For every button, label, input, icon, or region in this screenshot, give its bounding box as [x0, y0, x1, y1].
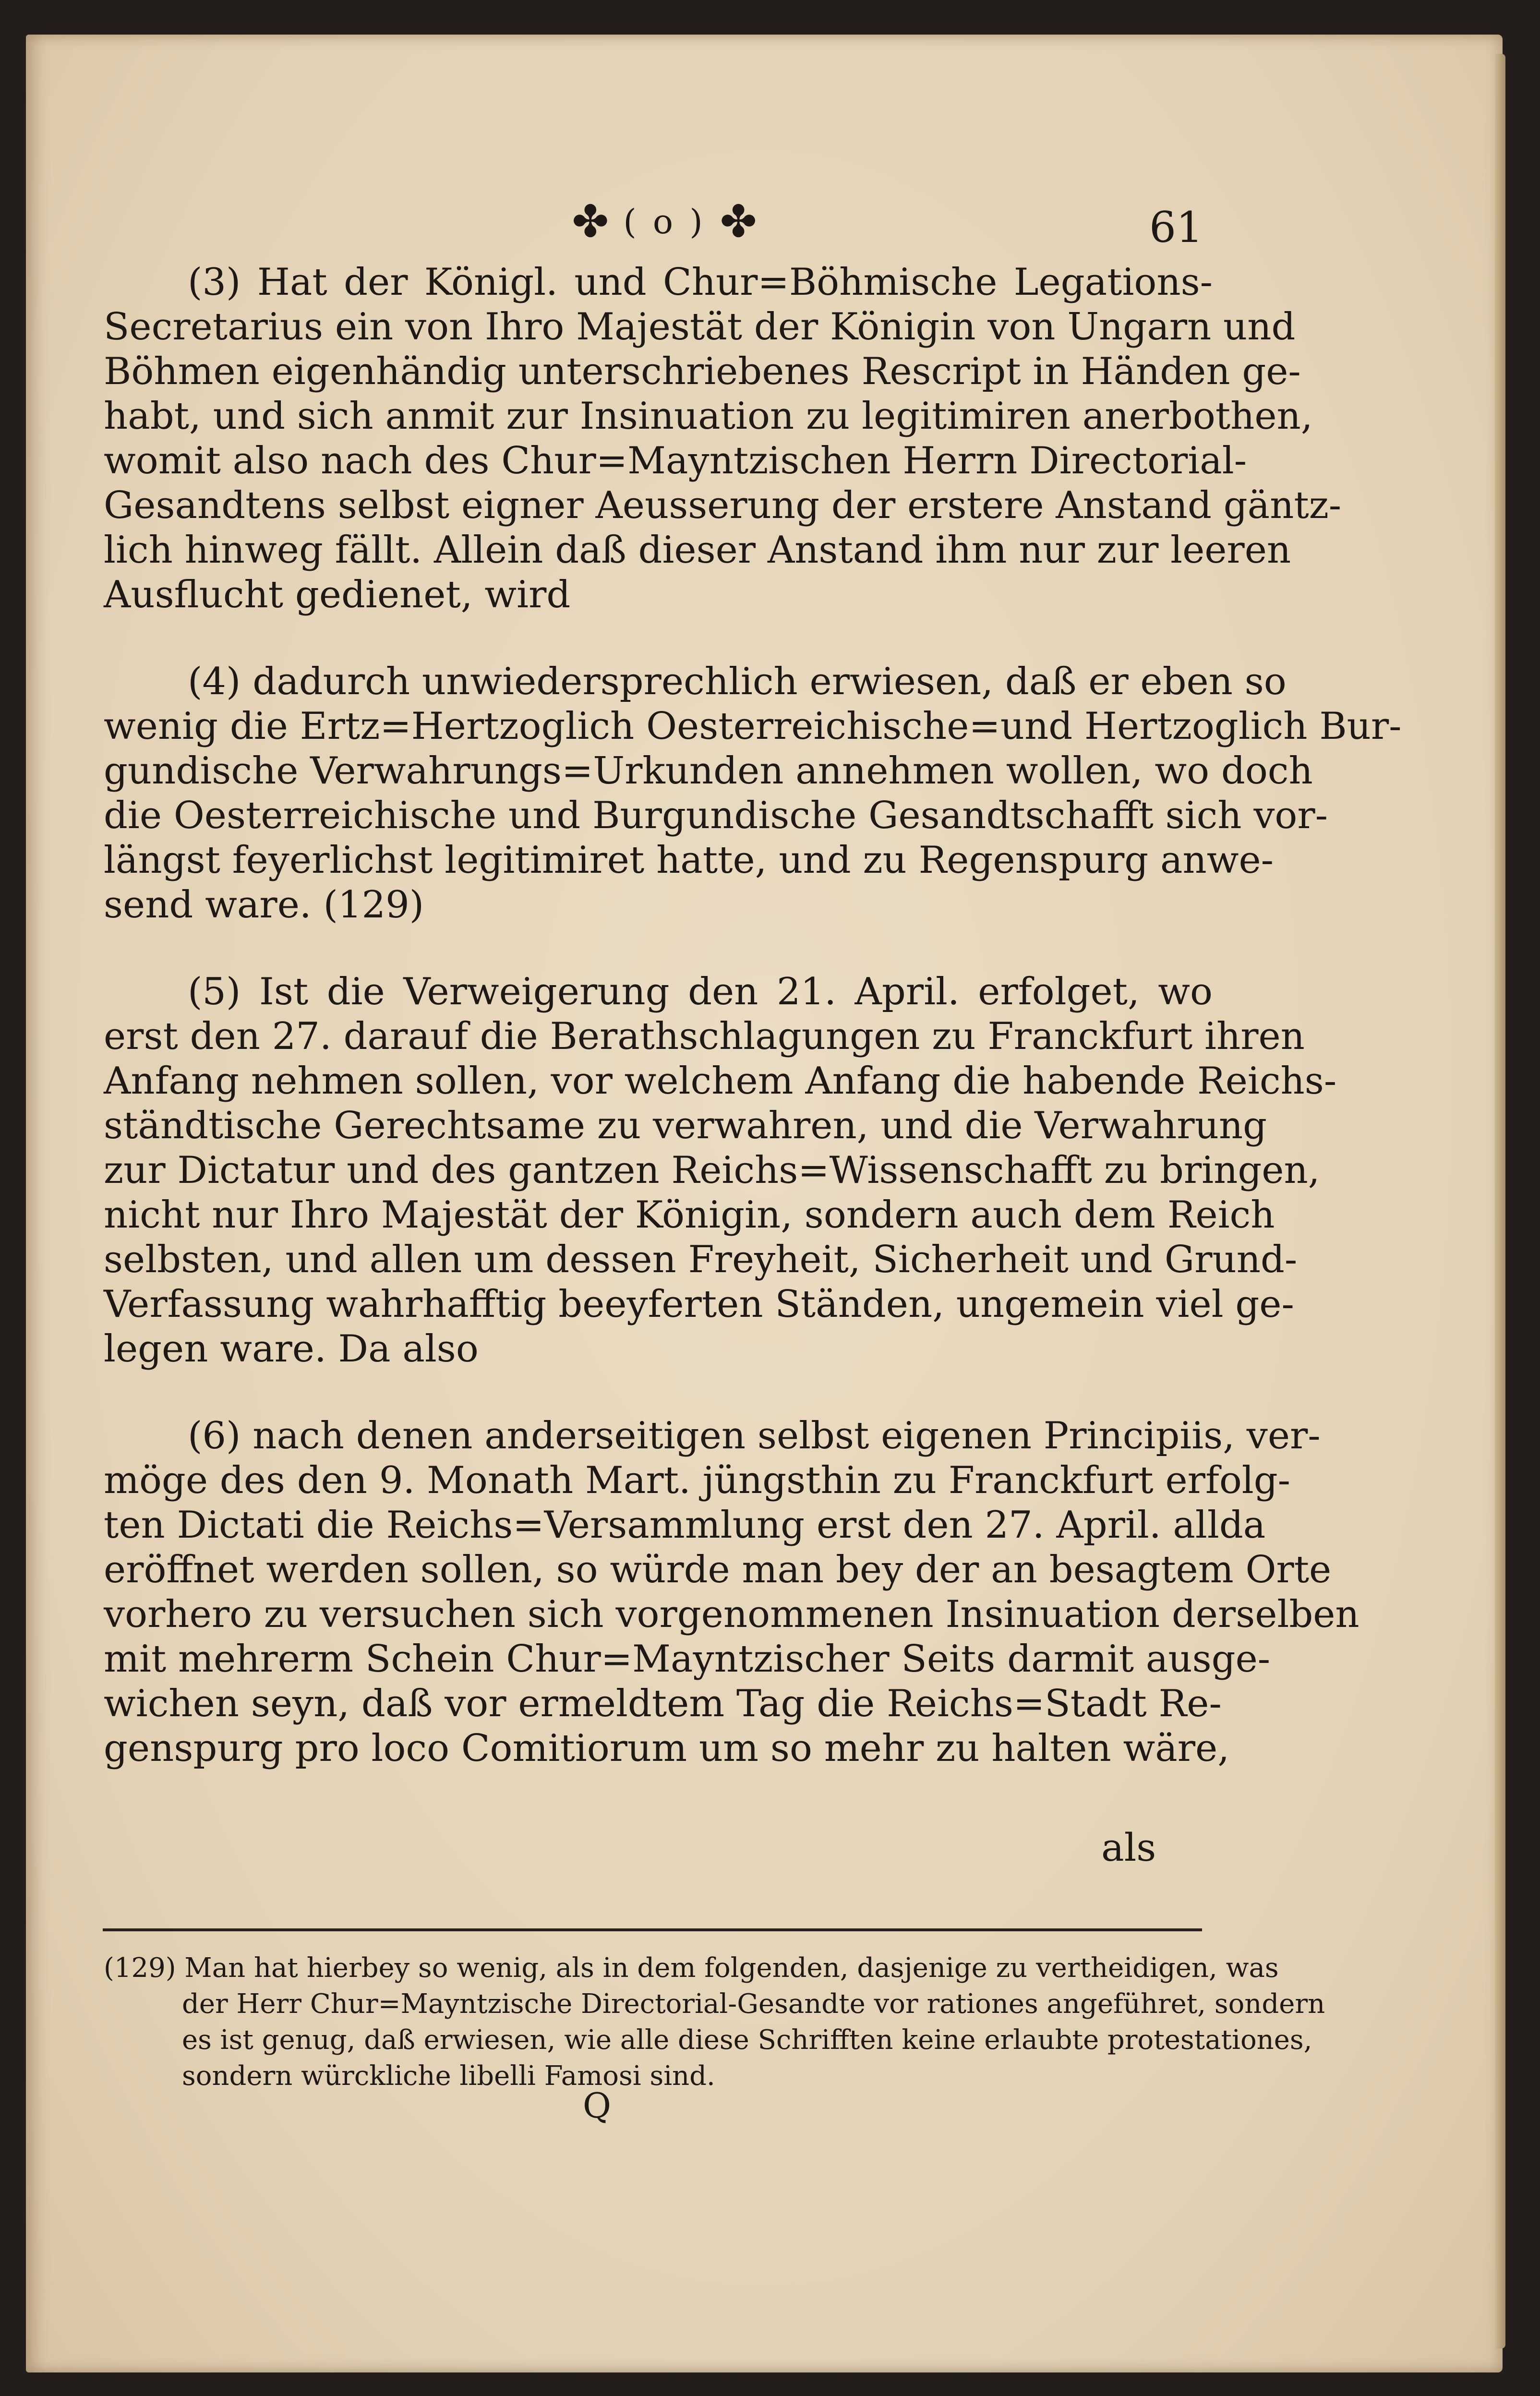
- paragraph-6: [104, 1414, 1360, 1771]
- footnote-rule: [103, 1928, 1202, 1931]
- text-line: (6) nach denen anderseitigen selbst eigenen Principiis, ver-: [188, 1414, 1321, 1457]
- text-line: gundische Verwahrungs=Urkunden annehmen wollen, wo doch: [104, 749, 1313, 793]
- text-line: wichen seyn, daß vor ermeldtem Tag die Reichs=Stadt Re-: [104, 1682, 1222, 1725]
- text-line: lich hinweg fällt. Allein daß dieser Anstand ihm nur zur leeren: [104, 529, 1291, 572]
- text-line: wenig die Ertz=Hertzoglich Oesterreichische=und Hertzoglich Bur-: [104, 705, 1402, 748]
- text-line: Gesandtens selbst eigner Aeusserung der erstere Anstand gäntz-: [104, 484, 1342, 527]
- footnote: [104, 1950, 1325, 2094]
- text-line: ständtische Gerechtsame zu verwahren, und die Verwahrung: [104, 1104, 1267, 1147]
- body-text: [104, 260, 1402, 1771]
- ornament-right-icon: ✤: [720, 196, 757, 247]
- text-line: Ausflucht gedienet, wird: [104, 573, 571, 616]
- page-edge: [1495, 54, 1505, 2348]
- page-header: [530, 193, 799, 251]
- text-line: möge des den 9. Monath Mart. jüngsthin zu Franckfurt erfolg-: [104, 1459, 1291, 1502]
- text-line: vorhero zu versuchen sich vorgenommenen Insinuation derselben: [104, 1593, 1360, 1636]
- footnote-line: der Herr Chur=Mayntzische Directorial-Gesandte vor rationes angeführet, sondern: [182, 1988, 1325, 2020]
- text-line: genspurg pro loco Comitiorum um so mehr zu halten wäre,: [104, 1727, 1229, 1770]
- text-line: womit also nach des Chur=Mayntzischen Herrn Directorial-: [104, 439, 1247, 482]
- text-line: ten Dictati die Reichs=Versammlung erst den 27. April. allda: [104, 1504, 1266, 1547]
- footnote-line: (129) Man hat hierbey so wenig, als in dem folgenden, dasjenige zu vertheidigen, was: [104, 1952, 1279, 1984]
- text-line: erst den 27. darauf die Berathschlagungen zu Franckfurt ihren: [104, 1015, 1305, 1058]
- text-line: mit mehrerm Schein Chur=Mayntzischer Seits darmit ausge-: [104, 1637, 1271, 1681]
- text-line: eröffnet werden sollen, so würde man bey der an besagtem Orte: [104, 1548, 1332, 1591]
- text-line: Verfassung wahrhafftig beeyferten Ständen, ungemein viel ge-: [104, 1283, 1294, 1326]
- text-line: die Oesterreichische und Burgundische Gesandtschafft sich vor-: [104, 794, 1328, 837]
- text-line: (4) dadurch unwiedersprechlich erwiesen, daß er eben so: [188, 660, 1287, 703]
- text-line: send ware. (129): [104, 883, 424, 927]
- text-line: längst feyerlichst legitimiret hatte, und zu Regenspurg anwe-: [104, 839, 1274, 882]
- text-line: (5) Ist die Verweigerung den 21. April. erfolget, wo: [188, 970, 1213, 1013]
- book-page: [26, 35, 1503, 2372]
- paragraph-3: [104, 260, 1342, 617]
- signature-mark: Q: [583, 2085, 612, 2126]
- text-line: selbsten, und allen um dessen Freyheit, Sicherheit und Grund-: [104, 1238, 1298, 1281]
- text-line: zur Dictatur und des gantzen Reichs=Wissenschafft zu bringen,: [104, 1149, 1320, 1192]
- ornament-left-icon: ✤: [572, 196, 609, 247]
- footnote-line: sondern würckliche libelli Famosi sind.: [182, 2060, 715, 2092]
- paragraph-4: [104, 660, 1402, 927]
- footnote-line: es ist genug, daß erwiesen, wie alle diese Schrifften keine erlaubte protestationes,: [182, 2024, 1312, 2056]
- text-line: habt, und sich anmit zur Insinuation zu legitimiren anerbothen,: [104, 395, 1313, 438]
- text-line: Anfang nehmen sollen, vor welchem Anfang die habende Reichs-: [104, 1060, 1337, 1103]
- text-line: (3) Hat der Königl. und Chur=Böhmische Legations-: [188, 261, 1213, 304]
- paragraph-5: [104, 970, 1337, 1372]
- text-line: nicht nur Ihro Majestät der Königin, sondern auch dem Reich: [104, 1193, 1275, 1237]
- page-number: 61: [1149, 203, 1203, 252]
- catchword: als: [1101, 1825, 1156, 1870]
- header-center: ( o ): [623, 202, 706, 241]
- text-line: Secretarius ein von Ihro Majestät der Königin von Ungarn und: [104, 305, 1296, 349]
- text-line: legen ware. Da also: [104, 1327, 479, 1371]
- text-line: Böhmen eigenhändig unterschriebenes Rescript in Händen ge-: [104, 350, 1301, 393]
